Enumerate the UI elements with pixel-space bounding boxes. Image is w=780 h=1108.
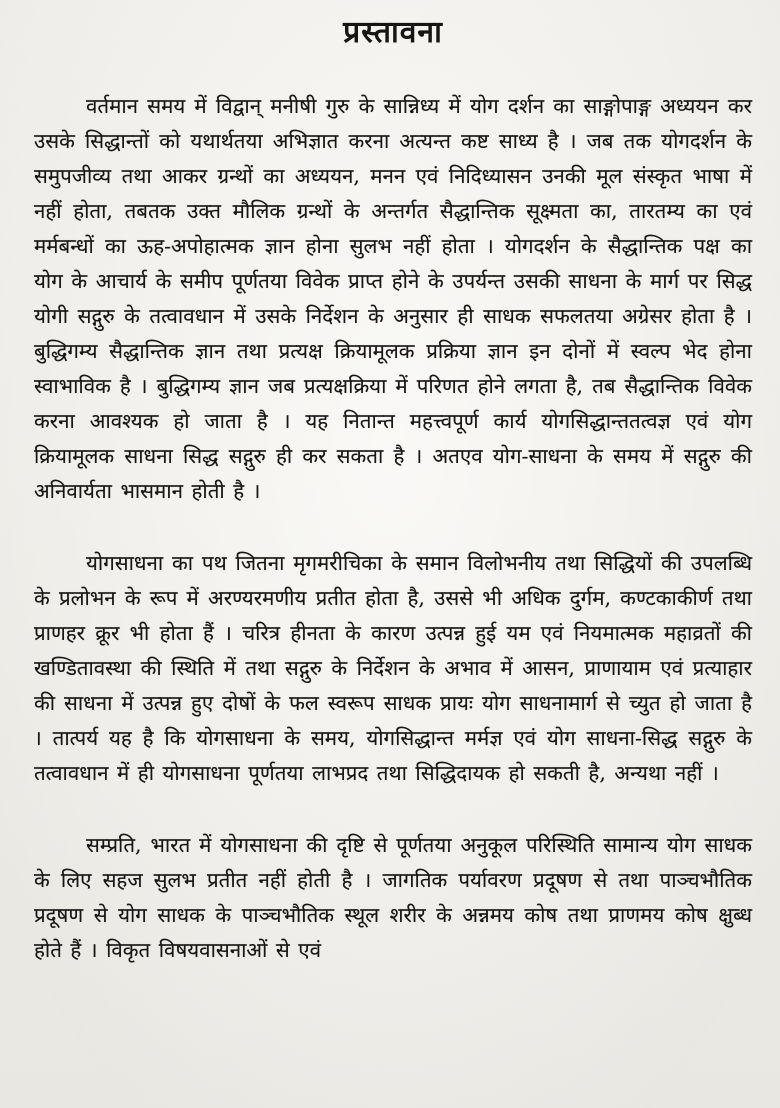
paragraph: सम्प्रति, भारत में योगसाधना की दृष्टि से पूर्णतया अनुकूल परिस्थिति सामान्य योग साधक के लिए सहज सुलभ प्रतीत नहीं होती है । जागतिक पर्यावरण प्रदूषण से तथा पाञ्चभौतिक प्रदूषण से योग साधक के पाञ्चभौतिक स्थूल शरीर के अन्नमय कोष तथा प्राणमय कोष क्षुब्ध होते हैं । विकृत विषयवासनाओं से एवं (34, 833, 752, 962)
page-title: प्रस्तावना (343, 15, 443, 50)
paragraph: वर्तमान समय में विद्वान् मनीषी गुरु के सान्निध्य में योग दर्शन का साङ्गोपाङ्ग अध्ययन कर उसके सिद्धान्तों को यथार्थतया अभिज्ञात करना अत्यन्त कष्ट साध्य है । जब तक योगदर्शन के समुपजीव्य तथा आकर ग्रन्थों का अध्ययन, मनन एवं निदिध्यासन उनकी मूल संस्कृत भाषा में नहीं होता, तबतक उक्त मौलिक ग्रन्थों के अन्तर्गत सैद्धान्तिक सूक्ष्मता का, तारतम्य का एवं मर्मबन्धों का ऊह-अपोहात्मक ज्ञान होना सुलभ नहीं होता । योगदर्शन के सैद्धान्तिक पक्ष का योग के आचार्य के समीप पूर्णतया विवेक प्राप्त होने के उपर्यन्त उसकी साधना के मार्ग पर सिद्ध योगी सद्गुरु के तत्वावधान में उसके निर्देशन के अनुसार ही साधक सफलतया अग्रेसर होता है । बुद्धिगम्य सैद्धान्तिक ज्ञान तथा प्रत्यक्ष क्रियामूलक प्रक्रिया ज्ञान इन दोनों में स्वल्प भेद होना स्वाभाविक है । बुद्धिगम्य ज्ञान जब प्रत्यक्षक्रिया में परिणत होने लगता है, तब सैद्धान्तिक विवेक करना आवश्यक हो जाता है । यह नितान्त महत्त्वपूर्ण कार्य योगसिद्धान्ततत्वज्ञ एवं योग क्रियामूलक साधना सिद्ध सद्गुरु ही कर सकता है । अतएव योग-साधना के समय में सद्गुरु की अनिवार्यता भासमान होती है । (34, 94, 752, 503)
paragraph: योगसाधना का पथ जितना मृगमरीचिका के समान विलोभनीय तथा सिद्धियों की उपलब्धि के प्रलोभन के रूप में अरण्यरमणीय प्रतीत होता है, उससे भी अधिक दुर्गम, कण्टकाकीर्ण तथा प्राणहर क्रूर भी होता हैं । चरित्र हीनता के कारण उत्पन्न हुई यम एवं नियमात्मक महाव्रतों की खण्डितावस्था की स्थिति में तथा सद्गुरु के निर्देशन के अभाव में आसन, प्राणायाम एवं प्रत्याहार की साधना में उत्पन्न हुए दोषों के फल स्वरूप साधक प्रायः योग साधनामार्ग से च्युत हो जाता है । तात्पर्य यह है कि योगसाधना के समय, योगसिद्धान्त मर्मज्ञ एवं योग साधना-सिद्ध सद्गुरु के तत्वावधान में ही योगसाधना पूर्णतया लाभप्रद तथा सिद्धिदायक हो सकती है, अन्यथा नहीं । (34, 551, 752, 785)
